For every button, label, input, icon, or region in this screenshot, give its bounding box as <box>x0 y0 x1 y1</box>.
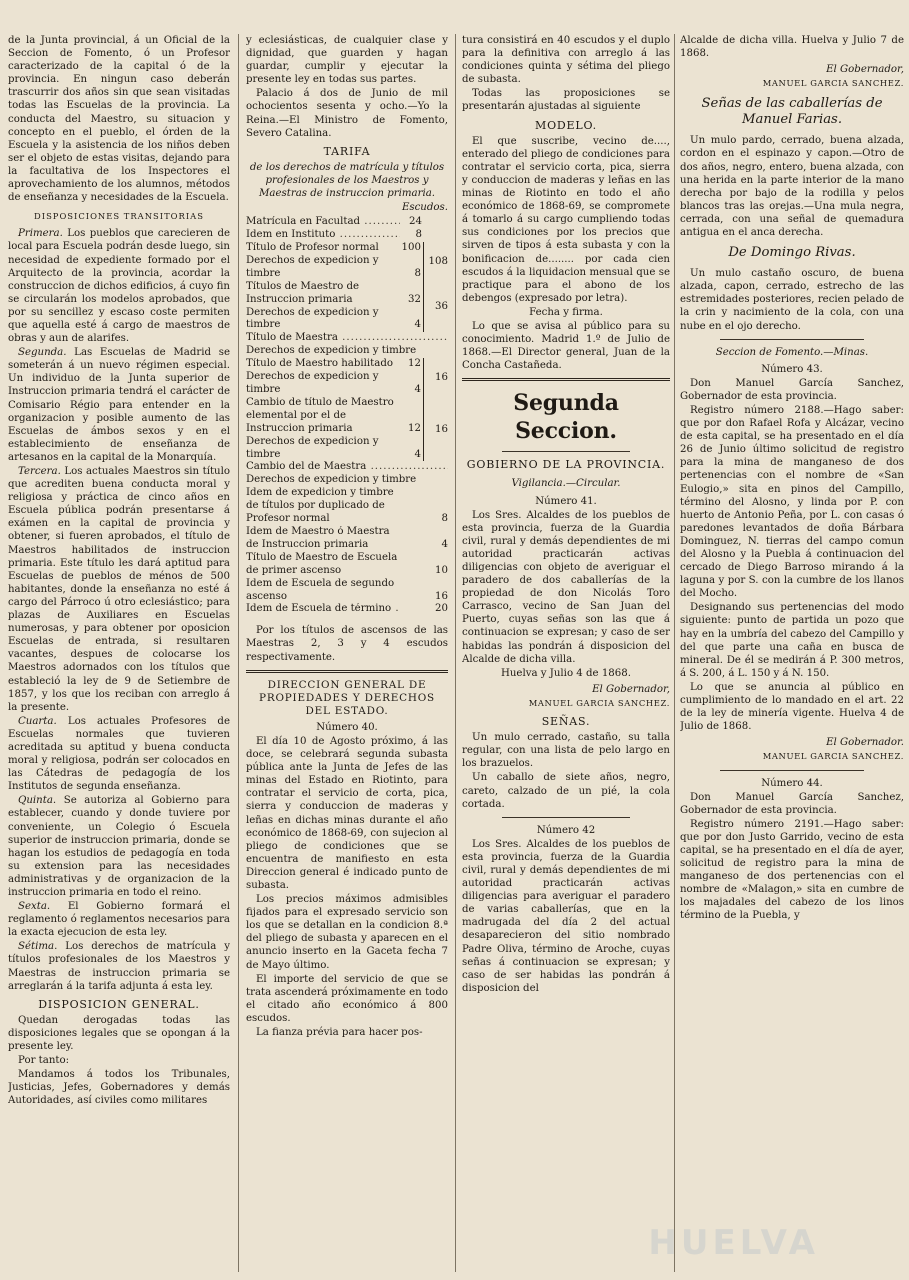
paragraph: Sexta. El Gobierno formará el reglamento ó reglamentos necesarios para la exacta ejecucion de esta ley. <box>8 901 230 939</box>
table-group: Título de Profesor normal 100 Derechos de expedicion y timbre 8 108 <box>246 242 448 279</box>
paragraph: Todas las proposiciones se presentarán ajustadas al siguiente <box>462 88 670 113</box>
table-row: Idem de Escuela de segundo ascenso 16 <box>246 577 448 602</box>
paragraph: tura consistirá en 40 escudos y el duplo para la definitiva con arreglo á las condiciones quinta y sétima del pliego de subasta. <box>462 35 670 86</box>
paragraph: Un mulo castaño oscuro, de buena alzada, capon, cerrado, estrecho de las estremidades posteriores, recien pelado de la crin y nacimiento de la cola, con una nube en el ojo derecho. <box>680 268 904 332</box>
subsection-heading: Señas de las caballerías de Manuel Farias. <box>701 96 883 128</box>
paragraph: Cuarta. Los actuales Profesores de Escuelas normales que tuvieren acreditada su aptitud y buena conducta moral y religiosa, podrán ser colocados en las Cátedras de pedagogía de los Institutos de segunda enseñanza. <box>8 715 230 793</box>
column-2 <box>246 34 448 1274</box>
paragraph: Los Sres. Alcaldes de los pueblos de esta provincia, fuerza de la Guardia civil, rural y demás dependientes de mi autoridad practicarán activas diligencias con objeto de averiguar el paradero de dos caballerías de la propiedad de don Nicolás Toro Carrasco, vecino de San Juan del Puerto, cuyas señas son las que á continuacion se expresan; y caso de ser habidas las pondrán á disposicion del Alcalde de dicha villa. <box>462 509 670 665</box>
signature-title: El Gobernador, <box>826 64 904 76</box>
paragraph: Quinta. Se autoriza al Gobierno para establecer, cuando y donde tuviere por conveniente, un Colegio ó Escuela superior de instruccion primaria, donde se hagan los estudios de pedagogía en toda su extension para las necesidades administrativas y de organizacion de la instruccion primaria en todo el reino. <box>8 795 230 898</box>
column-rule <box>674 34 675 1272</box>
paragraph: de la Junta provincial, á un Oficial de la Seccion de Fomento, ó un Profesor caracterizado de la capital ó de la provincia. En ningun caso deberán trascurrir dos años sin que sean visitadas todas las Escuelas de la provincia. La conducta del Maestro, su situacion y concepto en el pueblo, el órden de la Escuela y la asistencia de los niños deben ser el objeto de estas visitas, dejando para la facultativa de los Inspectores el aprovechamiento de los alumnos, métodos de enseñanza y necesidades de la Escuela. <box>8 35 230 204</box>
signature-name: MANUEL GARCIA SANCHEZ. <box>528 697 670 708</box>
notice-number: Número 44. <box>761 777 823 789</box>
paragraph: Alcalde de dicha villa. Huelva y Julio 7 de 1868. <box>680 35 904 60</box>
paragraph: Tercera. Los actuales Maestros sin título que acrediten buena conducta moral y religiosa y práctica de cinco años en Escuela pública podrán presentarse á exámen en la capital de provincia y obtener, si fueren aprobados, el título de Maestros habilitados de instruccion primaria. Este título les dará aptitud para Escuelas de pueblos de ménos de 500 habitantes, donde la enseñanza no esté á cargo del Párroco ú otro eclesiástico; para plazas de Auxiliares en Escuelas numerosas, y para obtener por oposicion Escuelas de entrada, si resultaren vacantes, despues de colocarse los Maestros adornados con los títulos que estableció la ley de 9 de Setiembre de 1857, y los que los reciban con arreglo á la presente. <box>8 466 230 713</box>
paragraph: Los precios máximos admisibles fijados para el expresado servicio son los que se detallan en la condicion 8.ª del pliego de subasta y aparecen en el anuncio inserto en la Gaceta fecha 7 de Mayo último. <box>246 894 448 971</box>
paragraph: Sétima. Los derechos de matrícula y títulos profesionales de los Maestros y Maestras de instruccion primaria se arreglarán á la tarifa adjunta á esta ley. <box>8 941 230 992</box>
paragraph: Segunda. Las Escuelas de Madrid se someterán á un nuevo régimen especial. Un individuo de la Junta superior de Instruccion primaria tendrá el carácter de Comisario Régio para entender en la organizacion y posible aumento de las Escuelas de ámbos sexos y en el establecimiento de enseñanza de artesanos en la capital de la Monarquía. <box>8 347 230 463</box>
section-title: Segunda Seccion. <box>513 390 619 445</box>
paragraph: Un mulo pardo, cerrado, buena alzada, cordon en el espinazo y capon.—Otro de dos años, negro, entero, buena alzada, con una herida en la parte interior de la mano derecha por bajo de la rodilla y pelos blancos tras las orejas.—Una mula negra, cerrada, con una señal de quemadura antigua en el anca derecha. <box>680 135 904 239</box>
table-row: Idem de expedicion y timbre de títulos por duplicado de Profesor normal 8 <box>246 487 448 525</box>
table-row: Matrícula en Facultad ..... 24 <box>246 216 448 229</box>
table-row: Idem en Instituto ..... 8 <box>246 229 448 242</box>
tarifa-unit: Escudos. <box>401 202 448 214</box>
paragraph: Don Manuel García Sanchez, Gobernador de esta provincia. <box>680 791 904 816</box>
column-3 <box>462 34 670 1274</box>
notice-number: Número 41. <box>535 495 597 507</box>
tarifa-heading: TARIFA <box>323 144 371 158</box>
signature-title: El Gobernador. <box>826 737 904 749</box>
paragraph: Don Manuel García Sanchez, Gobernador de esta provincia. <box>680 377 904 402</box>
signature-name: MANUEL GARCIA SANCHEZ. <box>762 751 904 762</box>
paragraph: Fecha y firma. <box>529 306 603 318</box>
column-4 <box>680 34 904 1274</box>
paragraph: El importe del servicio de que se trata ascenderá próximamente en todo el citado año económico á 800 escudos. <box>246 973 448 1024</box>
section-heading: DIRECCION GENERAL DE PROPIEDADES Y DERECHOS DEL ESTADO. <box>259 678 435 717</box>
paragraph: Designando sus pertenencias del modo siguiente: punto de partida un pozo que hay en la umbría del cabezo del Campillo y del que parte una caña en busca de mineral. De él se medirán á P. 300 metros, á S. 200, á L. 150 y á N. 150. <box>680 602 904 679</box>
tarifa-subtitle: de los derechos de matrícula y títulos profesionales de los Maestros y Maestras de instruccion primaria. <box>249 161 445 200</box>
section-heading: GOBIERNO DE LA PROVINCIA. <box>466 458 666 472</box>
table-row: Idem de Escuela de término ..... 20 <box>246 603 448 616</box>
column-rule <box>455 34 456 1272</box>
section-heading: SEÑAS. <box>541 715 591 729</box>
column-rule <box>238 34 239 1272</box>
paragraph: El día 10 de Agosto próximo, á las doce, se celebrará segunda subasta pública ante la Junta de Jefes de las minas del Estado en Riotinto, para contratar el servicio de corta, pica, sierra y conduccion de maderas y leñas en dichas minas durante el año económico de 1868-69, con sujecion al pliego de condiciones que se encuentra de manifiesto en esta Direccion general é indicado punto de subasta. <box>246 735 448 891</box>
signature-title: El Gobernador, <box>592 683 670 695</box>
paragraph: Quedan derogadas todas las disposiciones legales que se opongan á la presente ley. <box>8 1014 230 1053</box>
paragraph: y eclesiásticas, de cualquier clase y dignidad, que guarden y hagan guardar, cumplir y ejecutar la presente ley en todas sus partes. <box>246 35 448 86</box>
section-heading: MODELO. <box>535 118 597 132</box>
library-watermark: HUELVA <box>648 1222 819 1263</box>
table-row: Título de Maestro de Escuela de primer ascenso 10 <box>246 551 448 576</box>
paragraph: Por tanto: <box>18 1055 70 1067</box>
paragraph: Palacio á dos de Junio de mil ochocientos sesenta y ocho.—Yo la Reina.—El Ministro de Fomento, Severo Catalina. <box>246 88 448 139</box>
paragraph: Por los títulos de ascensos de las Maestras 2, 3 y 4 escudos respectivamente. <box>246 625 448 663</box>
table-group: Título de Maestro habilitado 12 Derechos de expedicion y timbre 4 16 <box>246 358 448 395</box>
paragraph: El que suscribe, vecino de...., enterado del pliego de condiciones para contratar el servicio corta, pica, sierra y conduccion de maderas y leñas en las minas de Riotinto en todo el año económico de 1868-69, se compromete á tomarlo á su cargo cumpliendo todas sus condiciones por los precios que sirven de tipos á esta subasta y con la bonificacion de........ por cada cien escudos á la liquidacion mensual que se practique para el abono de los debengos (expresado por letra). <box>462 135 670 304</box>
notice-number: Número 42 <box>536 824 596 836</box>
paragraph: Un mulo cerrado, castaño, su talla regular, con una lista de pelo largo en los brazuelos. <box>462 732 670 770</box>
paragraph: Registro número 2188.—Hago saber: que por don Rafael Rofa y Alcázar, vecino de esta capital, se ha presentado en el día 26 de Junio último solicitud de registro para la mina de manganeso de dos pertenencias con el nombre de «San Eulogio,» sita en pinos del Campillo, término del Alosno, y linda por P. con huerto de Antonio Peña, por L. con casas ó paredones levantados de doña Bárbara Dominguez, N. tierras del campo comun del Alosno y la Puebla á continuacion del cercado de Diego Barroso mirando á la laguna y por S. con la cumbre de los llanos del Mocho. <box>680 404 904 600</box>
table-row: Idem de Maestro ó Maestra de Instruccion primaria 4 <box>246 525 448 550</box>
divider <box>246 670 448 673</box>
divider <box>720 339 864 340</box>
paragraph: Un caballo de siete años, negro, careto, calzado de un pié, la cola cortada. <box>462 772 670 810</box>
section-heading: Seccion de Fomento.—Minas. <box>715 346 869 358</box>
table-group: Títulos de Maestro de Instruccion primaria 32 Derechos de expedicion y timbre 4 36 <box>246 280 448 331</box>
divider <box>502 817 630 818</box>
divider <box>462 378 670 381</box>
paragraph: Primera. Los pueblos que carecieren de local para Escuela podrán desde luego, sin necesidad de expediente formado por el Arquitecto de la provincia, acordar la construccion de dichos edificios, á cuyo fin se circularán los modelos aprobados, que por su sencillez y escaso coste permiten que aquella esté á cargo de maestros de obras y aun de alarifes. <box>8 228 230 345</box>
table-group: Cambio de título de Maestro elemental por el de Instruccion primaria 12 Derechos de expedicion y timbre 4 16 <box>246 396 448 460</box>
subsection-heading: Vigilancia.—Circular. <box>511 478 621 490</box>
divider <box>720 770 864 771</box>
divider <box>502 451 630 452</box>
table-group: Título de Maestra ..... Derechos de expedicion y timbre <box>246 332 448 358</box>
notice-number: Número 40. <box>316 721 378 733</box>
paragraph: Mandamos á todos los Tribunales, Justicias, Jefes, Gobernadores y demás Autoridades, así civiles como militares <box>8 1069 230 1107</box>
table-group: Cambio del de Maestra ..... Derechos de expedicion y timbre <box>246 461 448 487</box>
notice-number: Número 43. <box>761 363 823 375</box>
subsection-heading: De Domingo Rivas. <box>728 245 856 261</box>
paragraph: La fianza prévia para hacer pos- <box>256 1027 423 1039</box>
section-heading: DISPOSICION GENERAL. <box>38 997 200 1011</box>
paragraph: Lo que se avisa al público para su conocimiento. Madrid 1.º de Julio de 1868.—El Director general, Juan de la Concha Castañeda. <box>462 320 670 372</box>
tarifa-table <box>246 216 448 616</box>
paragraph: Lo que se anuncia al público en cumplimiento de lo mandado en el art. 22 de la ley de minería vigente. Huelva 4 de Julio de 1868. <box>680 681 904 733</box>
dateline: Huelva y Julio 4 de 1868. <box>500 667 631 679</box>
column-1 <box>8 34 230 1274</box>
paragraph: Los Sres. Alcaldes de los pueblos de esta provincia, fuerza de la Guardia civil, rural y demás dependientes de mi autoridad practicarán activas diligencias para averiguar el paradero de varias caballerías, que en la madrugada del día 2 del actual desaparecieron del sitio nombrado Padre Oliva, término de Aroche, cuyas señas á continuacion se expresan; y caso de ser habidas las pondrán á disposicion del <box>462 838 670 994</box>
paragraph: Registro número 2191.—Hago saber: que por don Justo Garrido, vecino de esta capital, se ha presentado en el día de ayer, solicitud de registro para la mina de manganeso de dos pertenencias con el nombre de «Malagon,» sita en cumbre de los majadales del cabezo de los linos término de la Puebla, y <box>680 818 904 922</box>
section-heading: DISPOSICIONES TRANSITORIAS <box>34 211 204 222</box>
signature-name: MANUEL GARCIA SANCHEZ. <box>762 78 904 89</box>
